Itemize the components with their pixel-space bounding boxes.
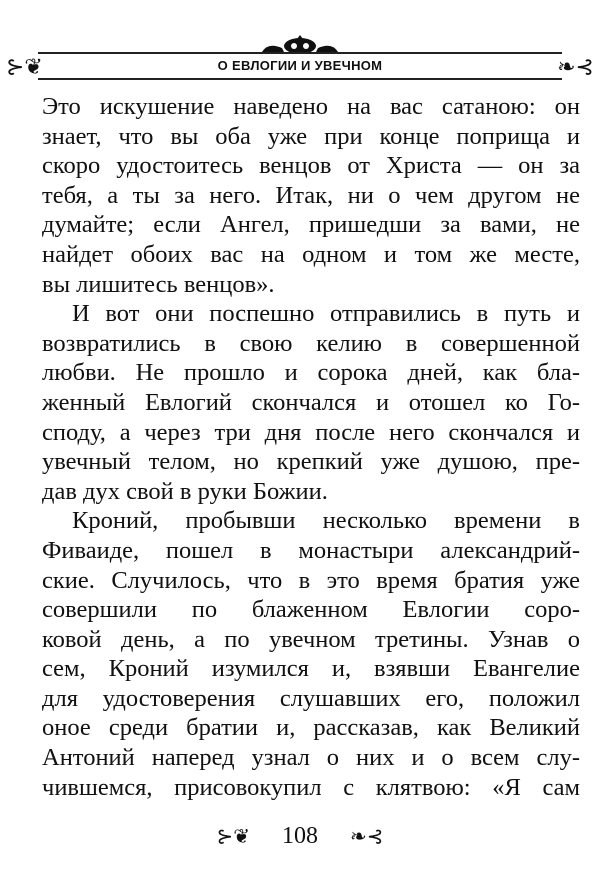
text-line: дав дух свой в руки Божии. bbox=[42, 477, 328, 505]
text-line: чившемся, присовокупил с клятвою: «Я сам bbox=[42, 773, 580, 801]
text-line: ские. Случилось, что в это время братия уже bbox=[42, 566, 580, 594]
header-rule-top bbox=[38, 52, 562, 54]
text-line: споду, а через три дня после него скончался и bbox=[42, 418, 580, 446]
text-line: сем, Кроний изумился и, взявши Евангелие bbox=[42, 655, 580, 683]
text-line: Фиваиде, пошел в монастыри александрий- bbox=[42, 536, 580, 564]
page-body-text bbox=[42, 92, 580, 802]
text-line: скоро удостоитесь венцов от Христа — он за bbox=[42, 152, 580, 180]
running-header bbox=[0, 28, 600, 88]
text-line: увечный телом, но крепкий уже душою, пре- bbox=[42, 448, 580, 476]
text-line: женный Евлогий скончался и отошел ко Го- bbox=[42, 388, 580, 416]
fleuron-right-icon: ❧⊰ bbox=[350, 825, 384, 848]
text-line: Кроний, пробывши несколько времени в bbox=[72, 507, 580, 535]
fleuron-right-icon: ❧⊰ bbox=[557, 54, 594, 79]
text-line: для удостоверения слушавших его, положил bbox=[42, 684, 580, 712]
text-line: Это искушение наведено на вас сатаною: он bbox=[42, 93, 580, 120]
running-title: О ЕВЛОГИИ И УВЕЧНОМ bbox=[217, 58, 383, 73]
text-line: ковой день, а по увечном третины. Узнав о bbox=[42, 625, 580, 653]
text-line: найдет обоих вас на одном и том же месте, bbox=[42, 240, 580, 268]
header-rule-bottom bbox=[38, 78, 562, 80]
text-line: любви. Не прошло и сорока дней, как бла- bbox=[42, 359, 580, 387]
text-line: вы лишитесь венцов». bbox=[42, 270, 275, 298]
text-line: Антоний наперед узнал о них и о всем слу- bbox=[42, 744, 580, 772]
text-line: возвратились в свою келию в совершенной bbox=[42, 329, 580, 357]
text-line: оное среди братии и, рассказав, как Великий bbox=[42, 714, 580, 742]
fleuron-left-icon: ⊱❦ bbox=[216, 825, 250, 848]
text-line: думайте; если Ангел, пришедши за вами, не bbox=[42, 211, 580, 239]
page-number: 108 bbox=[282, 822, 318, 849]
text-line: знает, что вы оба уже при конце поприща и bbox=[42, 122, 580, 150]
fleuron-left-icon: ⊱❦ bbox=[6, 54, 43, 79]
text-line: И вот они поспешно отправились в путь и bbox=[72, 300, 580, 328]
text-line: совершили по блаженном Евлогии соро- bbox=[42, 596, 580, 624]
text-line: тебя, а ты за него. Итак, ни о чем другом не bbox=[42, 181, 580, 209]
page-footer bbox=[0, 822, 600, 850]
